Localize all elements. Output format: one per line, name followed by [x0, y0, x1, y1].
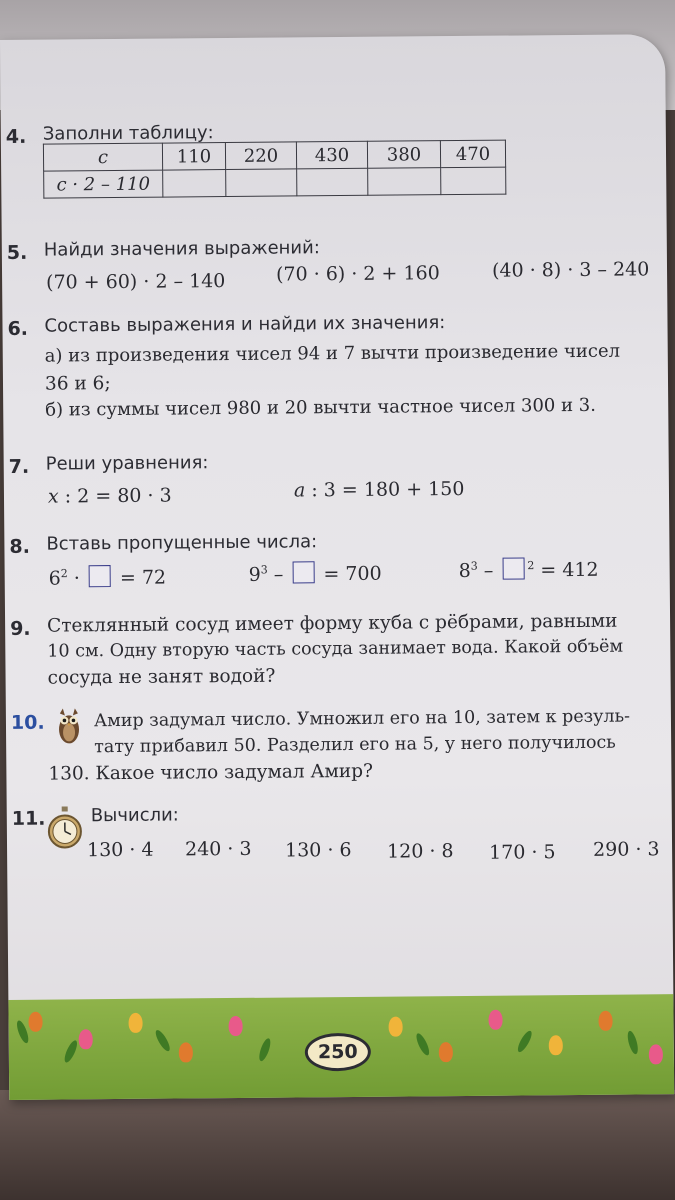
- task-6-title: Составь выражения и найди их значения:: [44, 312, 446, 337]
- task-7-title: Реши уравнения:: [45, 452, 209, 475]
- multiplication-expression: 240 · 3: [184, 837, 252, 861]
- leaf-decoration: [515, 1029, 534, 1054]
- task-4-title: Заполни таблицу:: [42, 122, 214, 145]
- page-number: 250: [305, 1033, 371, 1072]
- table-cell-empty[interactable]: [441, 167, 506, 195]
- task-10-line-3: 130. Какое число задумал Амир?: [48, 760, 374, 785]
- expression-3: (40 · 8) · 3 – 240: [491, 258, 650, 282]
- task-5-title: Найди значения выражений:: [43, 237, 320, 261]
- table-row: [43, 140, 505, 171]
- tulip-decoration: [389, 1017, 403, 1037]
- fill-table: [43, 140, 506, 199]
- tulip-decoration: [79, 1029, 93, 1049]
- task-10-line-2: тату прибавил 50. Разделил его на 5, у него получилось: [94, 732, 616, 758]
- answer-box[interactable]: [292, 561, 314, 583]
- tulip-decoration: [439, 1042, 453, 1062]
- textbook-page: [0, 34, 674, 1100]
- equation-2-variable: a: [293, 479, 306, 502]
- task-10-line-1: Амир задумал число. Умножил его на 10, затем к резуль-: [93, 706, 631, 732]
- missing-number-expression-2: [249, 561, 382, 586]
- table-cell-empty[interactable]: [226, 169, 297, 197]
- operator: ·: [67, 567, 87, 590]
- task-6-line-a1: а) из произведения чисел 94 и 7 вычти произведение чисел: [44, 340, 621, 367]
- task-9-line-3: сосуда не занят водой?: [47, 665, 276, 689]
- table-header-expression: c · 2 – 110: [44, 170, 163, 198]
- task-4-number: 4.: [5, 125, 27, 148]
- task-7-number: 7.: [8, 455, 30, 478]
- tulip-decoration: [179, 1042, 193, 1062]
- task-6-line-a2: 36 и 6;: [44, 373, 111, 395]
- operator: –: [477, 559, 500, 582]
- table-cell-value: 110: [162, 143, 225, 171]
- table-header-c: c: [43, 143, 162, 171]
- task-8-number: 8.: [9, 535, 30, 558]
- power-exponent: 2: [60, 567, 68, 581]
- power-base: 6: [48, 567, 61, 590]
- leaf-decoration: [257, 1037, 273, 1062]
- equation-1: [48, 485, 172, 508]
- expression-result: = 700: [317, 562, 382, 586]
- background-bottom: [0, 1090, 675, 1200]
- expression-2: (70 · 6) · 2 + 160: [275, 262, 440, 286]
- missing-number-expression-3: [459, 557, 599, 582]
- operator: –: [267, 563, 290, 586]
- multiplication-expression: 170 · 5: [489, 841, 556, 864]
- table-cell-value: 220: [225, 142, 296, 170]
- answer-box[interactable]: [502, 557, 524, 579]
- tulip-decoration: [649, 1044, 663, 1064]
- power-exponent: 2: [527, 559, 535, 573]
- equation-1-body: : 2 = 80 · 3: [58, 484, 172, 508]
- task-5-number: 5.: [6, 241, 28, 264]
- power-exponent: 3: [470, 559, 478, 573]
- power-base: 8: [458, 559, 471, 583]
- task-11-number: 11.: [11, 807, 46, 830]
- task-6-line-b: б) из суммы чисел 980 и 20 вычти частное чисел 300 и 3.: [45, 394, 597, 421]
- leaf-decoration: [153, 1028, 172, 1053]
- multiplication-expression: 120 · 8: [387, 840, 454, 863]
- tulip-decoration: [549, 1035, 563, 1055]
- tulip-decoration: [28, 1012, 42, 1032]
- table-cell-value: 380: [367, 141, 440, 169]
- tulip-decoration: [488, 1010, 502, 1030]
- table-cell-value: 430: [296, 141, 367, 169]
- owl-icon: [56, 707, 82, 745]
- task-9-line-2: 10 см. Одну вторую часть сосуда занимает вода. Какой объём: [47, 636, 624, 662]
- expression-result: = 72: [113, 566, 167, 590]
- expression-1: (70 + 60) · 2 – 140: [46, 270, 226, 294]
- leaf-decoration: [414, 1032, 432, 1057]
- task-6-number: 6.: [7, 317, 29, 340]
- equation-2-body: : 3 = 180 + 150: [305, 477, 465, 502]
- leaf-decoration: [626, 1030, 640, 1055]
- table-cell-empty[interactable]: [368, 168, 441, 196]
- power-exponent: 3: [260, 563, 268, 577]
- task-11-title: Вычисли:: [90, 804, 179, 827]
- table-cell-value: 470: [440, 140, 505, 168]
- tulip-decoration: [229, 1016, 243, 1036]
- equation-2: [294, 478, 465, 501]
- missing-number-expression-1: [49, 565, 167, 590]
- expression-result: = 412: [534, 558, 599, 582]
- power-base: 9: [248, 563, 261, 586]
- multiplication-expression: 130 · 6: [284, 838, 352, 862]
- task-9-line-1: Стеклянный сосуд имеет форму куба с рёбрами, равными: [47, 610, 618, 637]
- task-8-title: Вставь пропущенные числа:: [46, 531, 318, 555]
- multiplication-expression: 290 · 3: [592, 838, 660, 861]
- multiplication-expression: 130 · 4: [86, 838, 154, 862]
- leaf-decoration: [62, 1039, 79, 1064]
- task-9-number: 9.: [10, 617, 31, 640]
- answer-box[interactable]: [89, 565, 111, 587]
- table-row: [44, 167, 506, 198]
- stopwatch-icon: [47, 805, 83, 851]
- table-cell-empty[interactable]: [297, 168, 368, 196]
- tulip-decoration: [598, 1011, 612, 1031]
- tulip-decoration: [128, 1013, 142, 1033]
- task-10-number: 10.: [10, 711, 45, 734]
- table-cell-empty[interactable]: [163, 170, 226, 198]
- equation-1-variable: x: [47, 485, 59, 508]
